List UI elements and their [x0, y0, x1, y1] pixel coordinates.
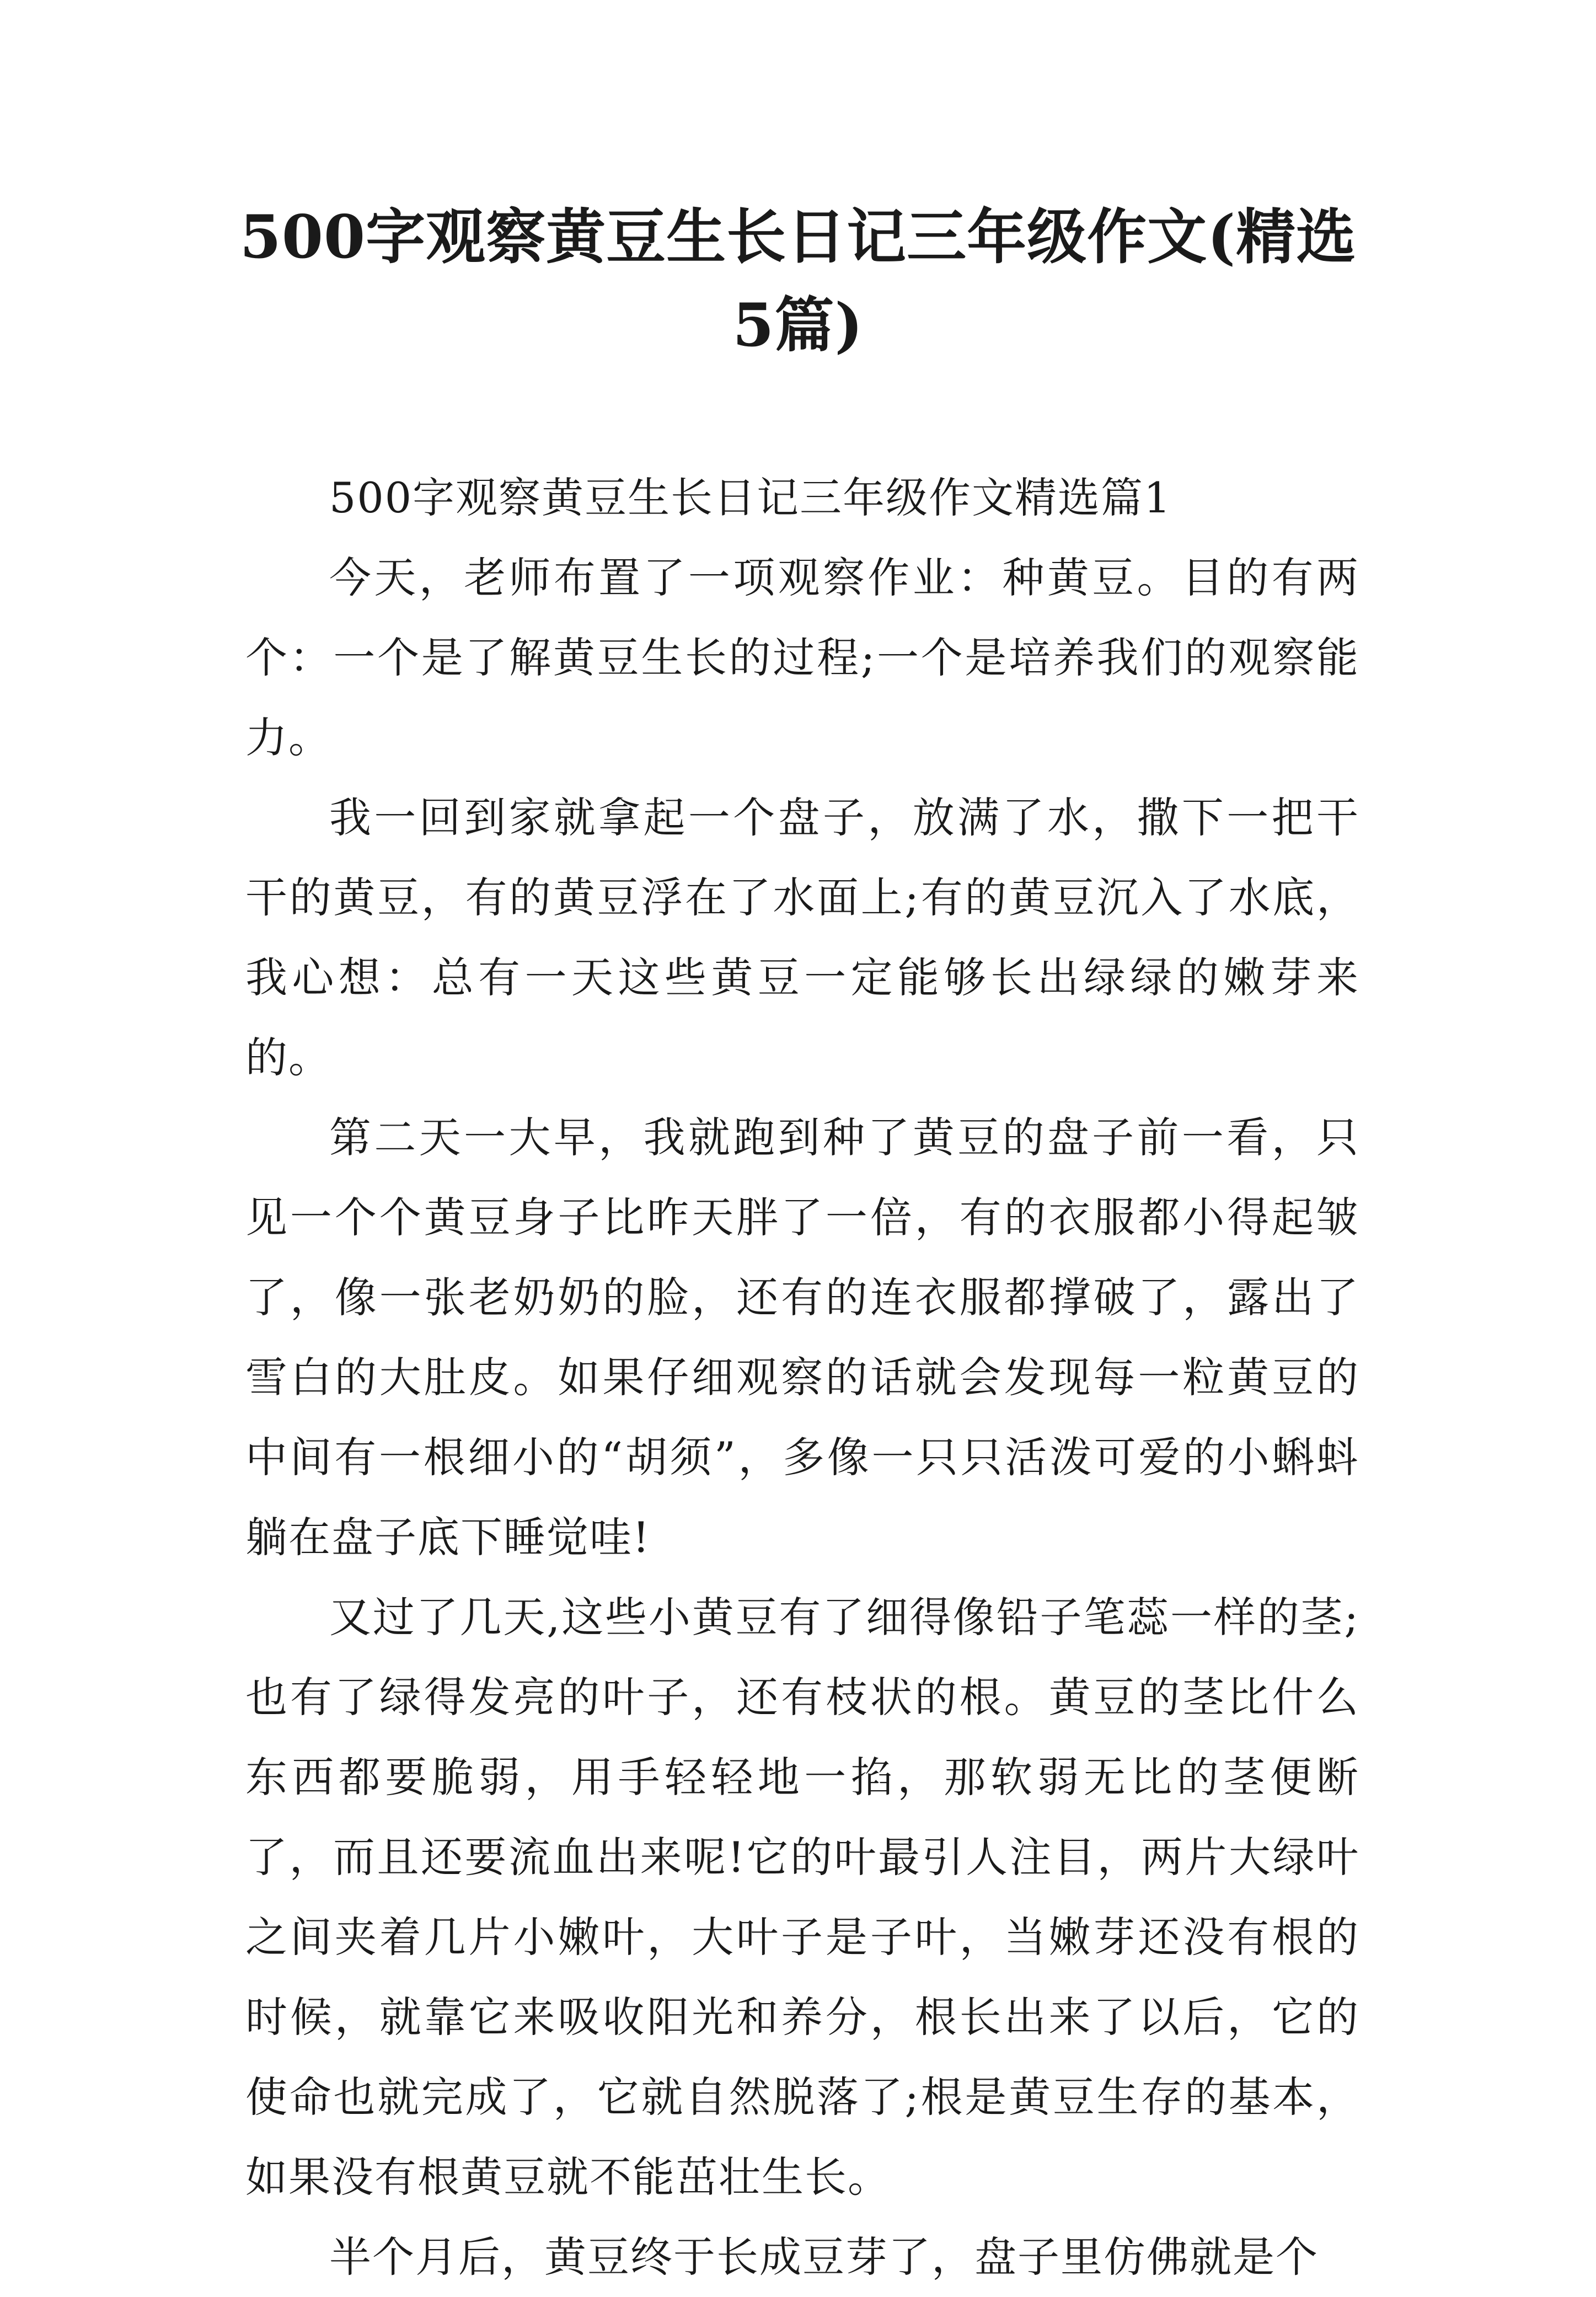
- title-line-1: 500字观察黄豆生长日记三年级作文(精选: [239, 202, 1357, 272]
- paragraph-5: 半个月后，黄豆终于长成豆芽了，盘子里仿佛就是个: [329, 2232, 1319, 2282]
- document-title: [165, 193, 1431, 370]
- section-heading: 500字观察黄豆生长日记三年级作文精选篇1: [329, 473, 1172, 522]
- paragraph-3: 第二天一大早，我就跑到种了黄豆的盘子前一看，只见一个个黄豆身子比昨天胖了一倍，有的衣服都小得起皱了，像一张老奶奶的脸，还有的连衣服都撑破了，露出了雪白的大肚皮。如果仔细观察的话就会发现每一粒黄豆的中间有一根细小的“胡须”，多像一只只活泼可爱的小蝌蚪躺在盘子底下睡觉哇!: [245, 1113, 1359, 1562]
- paragraph-2: 我一回到家就拿起一个盘子，放满了水，撒下一把干干的黄豆，有的黄豆浮在了水面上;有的黄豆沉入了水底，我心想：总有一天这些黄豆一定能够长出绿绿的嫩芽来的。: [245, 793, 1359, 1082]
- title-line-2: 5篇): [732, 291, 864, 360]
- document-body: [245, 458, 1359, 2297]
- paragraph-4: 又过了几天,这些小黄豆有了细得像铅子笔蕊一样的茎;也有了绿得发亮的叶子，还有枝状的根。黄豆的茎比什么东西都要脆弱，用手轻轻地一掐，那软弱无比的茎便断了，而且还要流血出来呢!它的叶最引人注目，两片大绿叶之间夹着几片小嫩叶，大叶子是子叶，当嫩芽还没有根的时候，就靠它来吸收阳光和养分，根长出来了以后，它的使命也就完成了，它就自然脱落了;根是黄豆生存的基本，如果没有根黄豆就不能茁壮生长。: [245, 1593, 1359, 2202]
- paragraph-1: 今天，老师布置了一项观察作业：种黄豆。目的有两个：一个是了解黄豆生长的过程;一个是培养我们的观察能力。: [245, 553, 1359, 762]
